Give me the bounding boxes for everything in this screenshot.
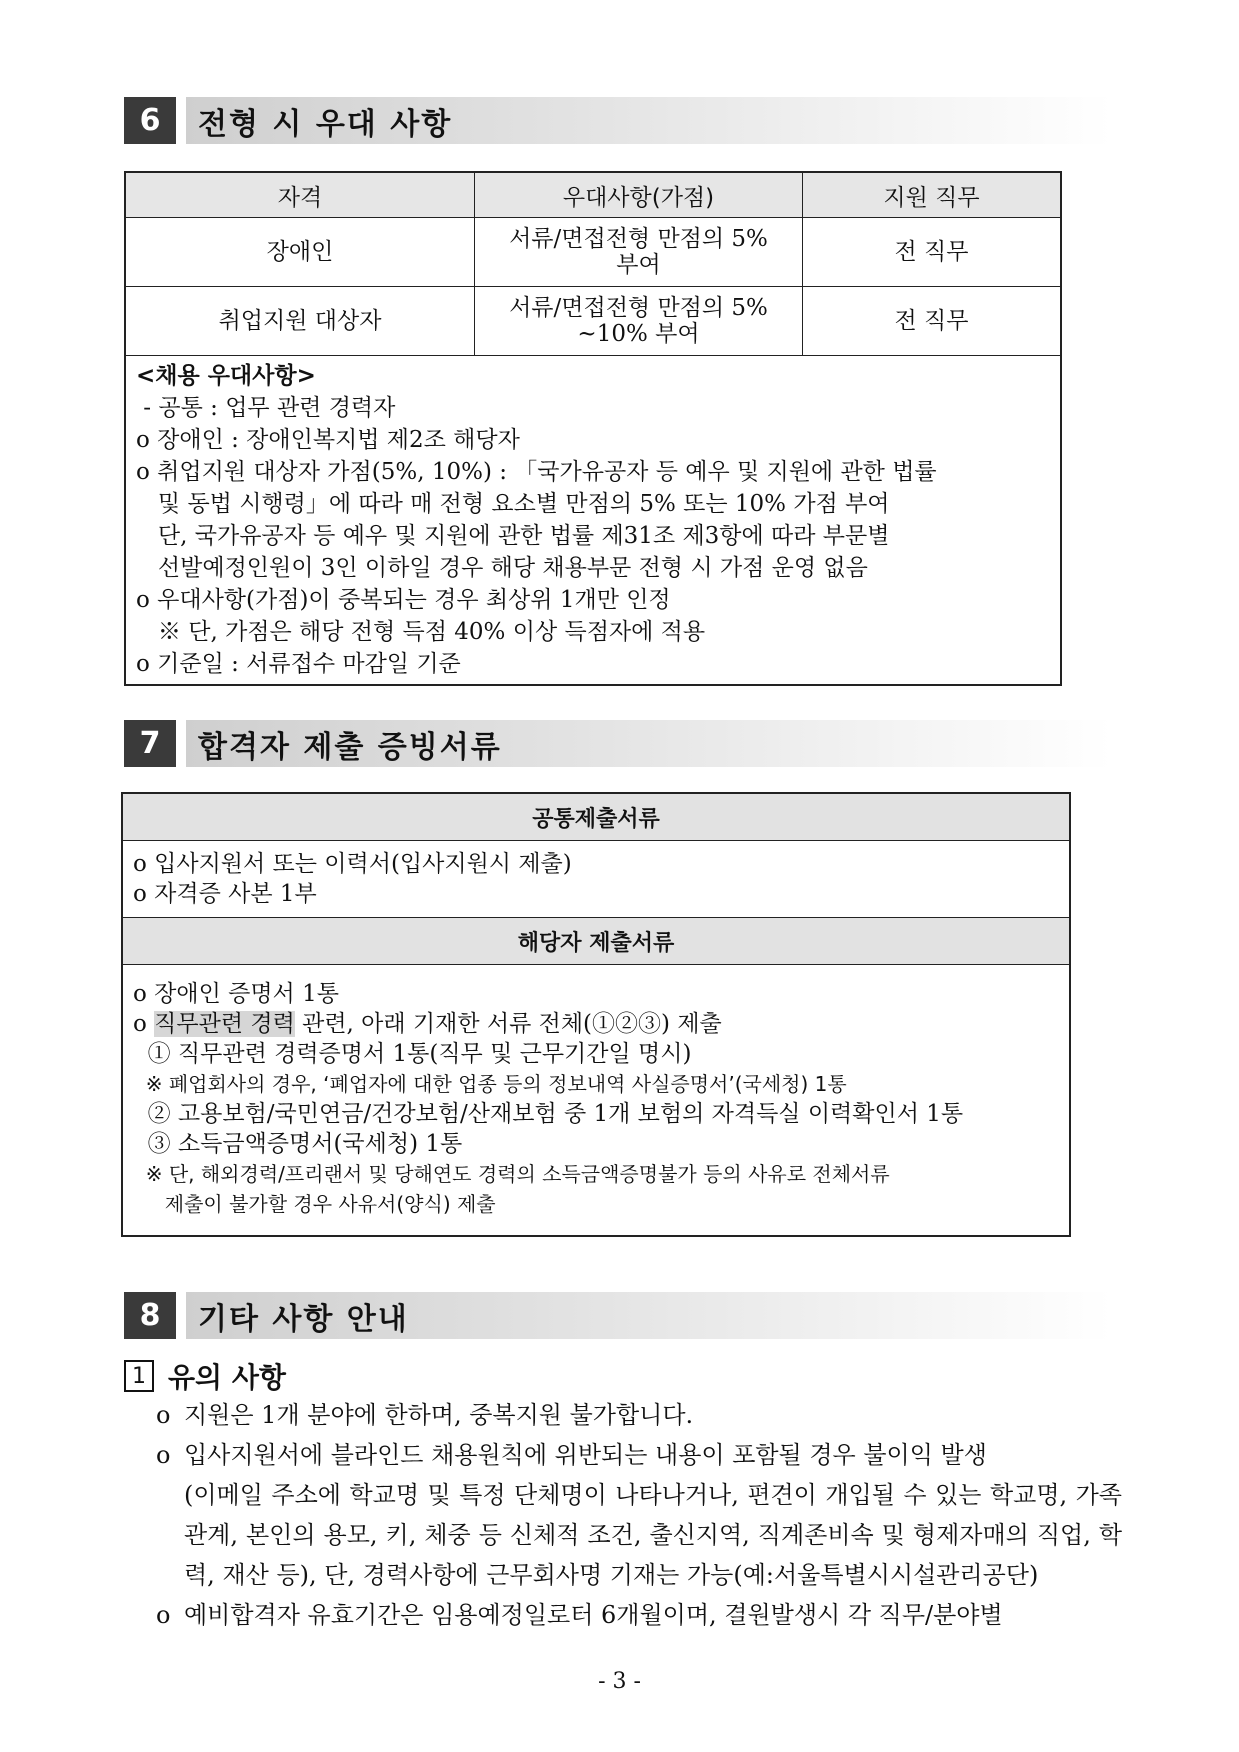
cell-benefit (475, 218, 803, 287)
col-header-job: 지원 직무 (803, 172, 1062, 218)
benefit-line-1: 서류/면접전형 만점의 5% (509, 226, 768, 252)
list-item: o 입사지원서 또는 이력서(입사지원시 제출) (133, 851, 572, 877)
list-item: ※ 단, 해외경력/프리랜서 및 당해연도 경력의 소득금액증명불가 등의 사유로 전체서류 (133, 1162, 890, 1186)
table-row (125, 218, 1061, 287)
notice-list (156, 1395, 1122, 1635)
list-item (156, 1395, 1122, 1435)
cell-job: 전 직무 (803, 218, 1062, 287)
bullet: o (156, 1401, 171, 1429)
note-line: ※ 단, 가점은 해당 전형 득점 40% 이상 득점자에 적용 (136, 619, 706, 645)
note-line: o 기준일 : 서류접수 마감일 기준 (136, 651, 461, 677)
section-6-number: 6 (124, 97, 176, 144)
item-text: 입사지원서에 블라인드 채용원칙에 위반되는 내용이 포함될 경우 불이익 발생 (184, 1441, 987, 1469)
note-line: 및 동법 시행령」에 따라 매 전형 요소별 만점의 5% 또는 10% 가점 부여 (136, 491, 890, 517)
section-8-header (124, 1292, 1112, 1339)
common-docs-list (122, 841, 1070, 918)
documents-table (121, 792, 1071, 1237)
section-6-header (124, 97, 1112, 144)
list-item: 제출이 불가할 경우 사유서(양식) 제출 (133, 1192, 496, 1216)
cell-job: 전 직무 (803, 287, 1062, 356)
section-6-title: 전형 시 우대 사항 (186, 97, 1112, 144)
bullet: o (133, 1011, 155, 1037)
list-item: ③ 소득금액증명서(국세청) 1통 (133, 1131, 463, 1157)
col-header-qualification: 자격 (125, 172, 475, 218)
list-item: ② 고용보험/국민연금/건강보험/산재보험 중 1개 보험의 자격득실 이력확인서 1통 (133, 1101, 964, 1127)
section-8-number: 8 (124, 1292, 176, 1339)
subsection-title: 유의 사항 (168, 1361, 286, 1394)
list-item (156, 1435, 1122, 1475)
table-row (125, 287, 1061, 356)
list-item: ※ 폐업회사의 경우, ‘폐업자에 대한 업종 등의 정보내역 사실증명서’(국세청) 1통 (133, 1072, 847, 1096)
list-item: ① 직무관련 경력증명서 1통(직무 및 근무기간일 명시) (133, 1041, 692, 1067)
section-8-title: 기타 사항 안내 (186, 1292, 1112, 1339)
cell-qualification: 장애인 (125, 218, 475, 287)
list-item: o 장애인 증명서 1통 (133, 981, 339, 1007)
item-text: 지원은 1개 분야에 한하며, 중복지원 불가합니다. (184, 1401, 694, 1429)
section-7-title: 합격자 제출 증빙서류 (186, 720, 1112, 767)
table-header-row (125, 172, 1061, 218)
bullet: o (156, 1441, 171, 1469)
item-text: 관련, 아래 기재한 서류 전체(①②③) 제출 (294, 1011, 722, 1037)
benefit-line-2: 부여 (616, 252, 661, 278)
subsection-number: 1 (124, 1360, 154, 1392)
common-docs-header: 공통제출서류 (122, 793, 1070, 841)
note-line: 선발예정인원이 3인 이하일 경우 해당 채용부문 전형 시 가점 운영 없음 (136, 555, 868, 581)
highlighted-text: 직무관련 경력 (154, 1011, 295, 1037)
applicable-docs-header: 해당자 제출서류 (122, 918, 1070, 965)
subsection-heading (124, 1356, 286, 1396)
list-item (156, 1475, 1122, 1595)
item-text: 예비합격자 유효기간은 임용예정일로터 6개월이며, 결원발생시 각 직무/분야별 (184, 1601, 1003, 1629)
list-item (156, 1595, 1122, 1635)
section-7-number: 7 (124, 720, 176, 767)
benefit-line-1: 서류/면접전형 만점의 5% (509, 295, 768, 321)
notes-heading: <채용 우대사항> (136, 363, 316, 389)
list-item: o 자격증 사본 1부 (133, 881, 317, 907)
cell-qualification: 취업지원 대상자 (125, 287, 475, 356)
col-header-benefit: 우대사항(가점) (475, 172, 803, 218)
cell-benefit (475, 287, 803, 356)
list-item (133, 1009, 1059, 1039)
item-text: (이메일 주소에 학교명 및 특정 단체명이 나타나거나, 편견이 개입될 수 있는 학교명, 가족관계, 본인의 용모, 키, 체중 등 신체적 조건, 출신지역, 직계존비속 및 형제자매의 직업, 학력, 재산 등), 단, 경력사항에 근무회사명 기재는 가능(예:서울특별시시설관리공단) (184, 1481, 1122, 1589)
note-line: 단, 국가유공자 등 예우 및 지원에 관한 법률 제31조 제3항에 따라 부문별 (136, 523, 890, 549)
notes-row (125, 356, 1061, 686)
section-7-header (124, 720, 1112, 767)
note-line: o 우대사항(가점)이 중복되는 경우 최상위 1개만 인정 (136, 587, 671, 613)
preference-notes (125, 356, 1061, 686)
page-number: - 3 - (598, 1669, 641, 1694)
benefit-line-2: ~10% 부여 (577, 321, 700, 347)
note-line: - 공통 : 업무 관련 경력자 (136, 395, 396, 421)
applicable-docs-list (122, 965, 1070, 1237)
note-line: o 장애인 : 장애인복지법 제2조 해당자 (136, 427, 520, 453)
preference-table (124, 171, 1062, 686)
note-line: o 취업지원 대상자 가점(5%, 10%) : 「국가유공자 등 예우 및 지원에 관한 법률 (136, 459, 937, 485)
bullet: o (156, 1601, 171, 1629)
